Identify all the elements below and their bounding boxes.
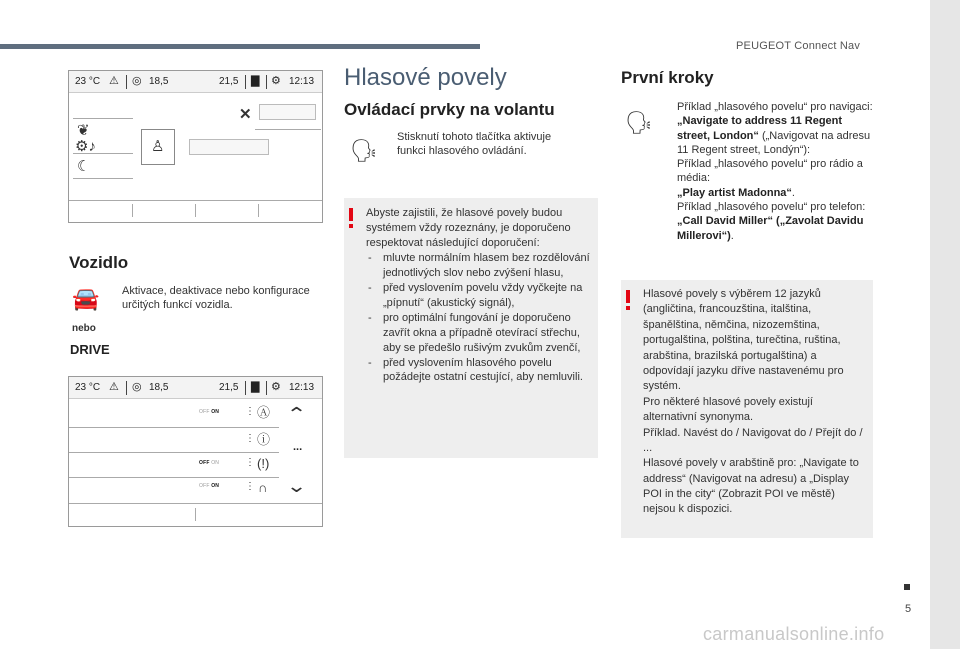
page-number: 5 <box>905 603 912 615</box>
seat-icon[interactable]: ∩ <box>258 480 268 495</box>
settings-sound-icon[interactable]: ⚙♪ <box>75 138 96 155</box>
list-item: - před vyslovením hlasového povelu požádejte ostatní cestující, aby nemluvili. <box>366 356 594 386</box>
night-mode-icon[interactable]: ☾ <box>77 158 91 175</box>
languages-text <box>643 287 869 518</box>
divider <box>69 503 322 504</box>
screen-vehicle-functions <box>68 376 323 527</box>
divider <box>266 381 267 395</box>
value-left: 18,5 <box>149 76 169 87</box>
divider <box>69 477 279 478</box>
menu-dots-icon[interactable]: ⋮ <box>245 433 255 444</box>
more-indicator[interactable]: ... <box>293 441 303 453</box>
selected-function-tile[interactable] <box>141 129 175 165</box>
chevron-down-icon[interactable]: ⌄ <box>285 476 308 496</box>
example-navigation-translation: („Navigovat na adresu 11 Regent street, Londýn“): <box>677 129 871 156</box>
example-media-command: „Play artist Madonna“ <box>677 186 792 199</box>
temperature: 23 °C <box>75 382 101 393</box>
toggle-switch-2[interactable]: OFF ON <box>199 460 220 466</box>
warning-icon: ⚠ <box>109 75 119 87</box>
or-label: nebo <box>72 323 96 334</box>
settings-icon: ⚙ <box>271 75 281 87</box>
recommendations-list <box>366 251 594 386</box>
page-sidebar <box>930 0 960 649</box>
divider <box>195 508 196 521</box>
location-icon: ◎ <box>132 381 142 393</box>
settings-icon: ⚙ <box>271 381 281 393</box>
warning-icon: ⚠ <box>109 381 119 393</box>
list-item: - mluvte normálním hlasem bez rozdělování jednotlivých slov nebo zvýšení hlasu, <box>366 251 594 281</box>
warning-mark <box>349 208 353 221</box>
voice-command-icon: 🗣 <box>625 110 653 135</box>
vehicle-description: Aktivace, deaktivace nebo konfigurace určitých funkcí vozidla. <box>122 285 310 312</box>
divider <box>69 200 322 201</box>
recommendations-note <box>344 198 598 458</box>
divider <box>126 381 127 395</box>
first-steps-examples: Příklad „hlasového povelu“ pro navigaci: „Navigate to address 11 Regent street, London“ („Navigovat na adresu 11 Regent street, Londýn“): Příklad „hlasového povelu“ pro rádio a média: „Play artist Madonna“. Příklad „hlasového povelu“ pro telefon: „Call David Miller“ („Zavolat Davidu Millerovi“). <box>677 101 873 242</box>
divider <box>126 75 127 89</box>
steering-controls-text: Stisknutí tohoto tlačítka aktivuje funkci hlasového ovládání. <box>397 131 552 158</box>
clock: 12:13 <box>289 76 315 87</box>
person-icon: ♙ <box>151 138 165 155</box>
warning-mark <box>626 290 630 303</box>
clock: 12:13 <box>289 382 315 393</box>
drive-mode-icon[interactable]: ❦ <box>77 122 90 139</box>
example-media-intro: Příklad „hlasového povelu“ pro rádio a média: <box>677 158 863 185</box>
section-title: Hlasové povely <box>344 64 507 91</box>
vehicle-icon: ▇ <box>251 381 260 393</box>
drive-button-label: DRIVE <box>70 342 110 357</box>
divider <box>73 178 133 179</box>
divider <box>132 204 133 217</box>
status-bar <box>69 377 322 399</box>
watermark: carmanualsonline.info <box>703 624 885 644</box>
divider <box>245 75 246 89</box>
steering-controls-title: Ovládací prvky na volantu <box>344 100 555 119</box>
location-icon: ◎ <box>132 75 142 87</box>
tyre-warning-icon[interactable]: (!) <box>257 456 270 471</box>
value-right: 21,5 <box>219 76 239 87</box>
recommendations-text <box>366 206 594 385</box>
divider <box>195 204 196 217</box>
status-bar <box>69 71 322 93</box>
toggle-switch-3[interactable]: OFF ON <box>199 483 220 489</box>
synonyms-paragraph: Pro některé hlasové povely existují alternativní synonyma. <box>643 395 813 424</box>
temperature: 23 °C <box>75 76 101 87</box>
synonyms-example: Příklad. Navést do / Navigovat do / Přejít do / ... <box>643 426 863 454</box>
divider <box>69 452 279 453</box>
car-icon: 🚘 <box>72 286 100 311</box>
example-navigation-command: „Navigate to address 11 Regent street, London“ <box>677 115 843 142</box>
example-phone-intro: Příklad „hlasového povelu“ pro telefon: <box>677 201 866 214</box>
languages-paragraph: Hlasové povely s výběrem 12 jazyků (angličtina, francouzština, italština, španělština, němčina, nizozemština, portugalština, polština, turečtina, ruština, arabština, brazilská portugalština) a odpovídají jazyku dříve nastavenému pro systém. <box>643 288 844 393</box>
vehicle-title: Vozidlo <box>69 253 129 272</box>
list-item: - pro optimální fungování je doporučeno zavřít okna a případně otevírací střechu, aby se předešlo rušivým zvukům zvenčí, <box>366 311 594 356</box>
page-marker <box>904 584 910 590</box>
arabic-paragraph: Hlasové povely v arabštině pro: „Navigate to address“ (Navigovat na adresu) a „Display POI in the city“ (Zobrazit POI ve městě) nejsou k dispozici. <box>643 457 859 516</box>
example-navigation-intro: Příklad „hlasového povelu“ pro navigaci: <box>677 101 873 113</box>
field-middle <box>189 139 269 155</box>
value-right: 21,5 <box>219 382 239 393</box>
screen-vehicle-menu <box>68 70 323 223</box>
voice-command-icon: 🗣 <box>350 138 378 163</box>
divider <box>69 427 279 428</box>
list-item: - před vyslovením povelu vždy vyčkejte na „pípnutí“ (akustický signál), <box>366 281 594 311</box>
languages-note <box>621 280 873 538</box>
value-left: 18,5 <box>149 382 169 393</box>
recommendations-intro: Abyste zajistili, že hlasové povely budou systémem vždy rozeznány, je doporučeno respektovat následující doporučení: <box>366 207 571 249</box>
divider <box>73 118 133 119</box>
chevron-up-icon[interactable]: ⌃ <box>285 404 308 424</box>
toggle-switch-1[interactable]: OFF ON <box>199 409 220 415</box>
divider <box>255 129 321 130</box>
divider <box>266 75 267 89</box>
divider <box>245 381 246 395</box>
field-top <box>259 104 316 120</box>
header-bar <box>0 44 480 49</box>
menu-dots-icon[interactable]: ⋮ <box>245 457 255 468</box>
example-phone-command: „Call David Miller“ („Zavolat Davidu Millerovi“) <box>677 215 864 242</box>
header-title: PEUGEOT Connect Nav <box>736 40 861 52</box>
vehicle-icon: ▇ <box>251 75 260 87</box>
auto-headlamp-icon[interactable]: Ⓐ <box>257 405 271 420</box>
info-icon[interactable]: ⓘ <box>257 432 271 447</box>
divider <box>258 204 259 217</box>
first-steps-title: První kroky <box>621 68 714 87</box>
menu-dots-icon[interactable]: ⋮ <box>245 406 255 417</box>
menu-dots-icon[interactable]: ⋮ <box>245 481 255 492</box>
close-icon[interactable]: ✕ <box>239 106 252 123</box>
